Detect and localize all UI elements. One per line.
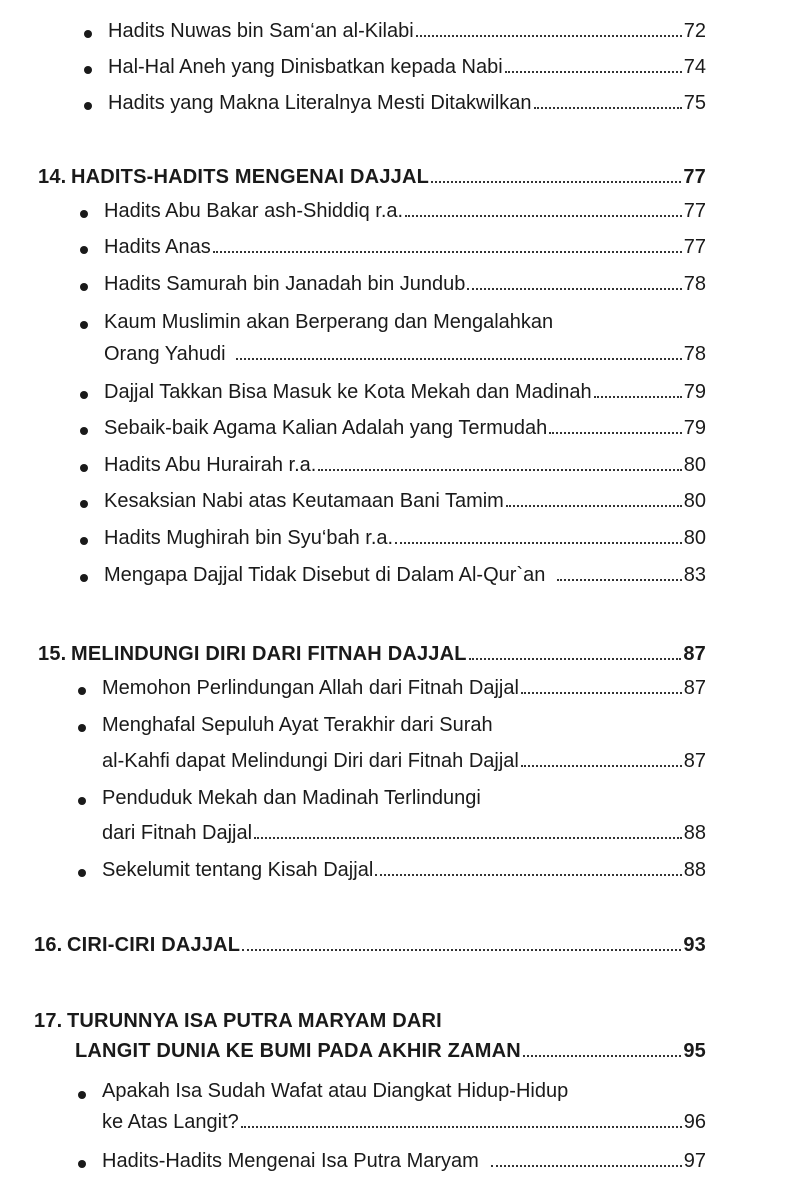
dot-leader [505,71,682,73]
toc-item-title: Hadits Nuwas bin Sam‘an al-Kilabi [108,20,414,42]
toc-item [108,56,706,79]
chapter-page: 77 [683,166,706,188]
toc-item-title-line1: Penduduk Mekah dan Madinah Terlindungi [102,787,481,809]
toc-item-page: 78 [683,273,706,295]
toc-item-page: 75 [683,92,706,114]
bullet-icon [84,30,92,38]
toc-item-title: Hadits-Hadits Mengenai Isa Putra Maryam [102,1150,479,1172]
toc-item [104,527,706,550]
toc-item-page: 77 [683,236,706,258]
dot-leader [467,288,681,290]
toc-item-title: Hadits Abu Hurairah r.a. [104,454,317,476]
toc-item [108,92,706,115]
toc-item-page: 78 [683,343,706,365]
toc-item-title: Sebaik-baik Agama Kalian Adalah yang Termudah [104,417,548,439]
chapter-title: HADITS-HADITS MENGENAI DAJJAL [71,166,430,188]
toc-item-title: Hal-Hal Aneh yang Dinisbatkan kepada Nabi [108,56,503,78]
toc-item-title-line1: Apakah Isa Sudah Wafat atau Diangkat Hidup-Hidup [102,1080,569,1102]
chapter-number: 15. [38,643,67,665]
toc-item-page: 88 [683,822,706,844]
chapter-heading [34,934,706,957]
dot-leader [549,432,681,434]
toc-item-title-line2: al-Kahfi dapat Melindungi Diri dari Fitnah Dajjal [102,750,519,772]
toc-item-page: 77 [683,200,706,222]
bullet-icon [80,391,88,399]
toc-item [104,200,706,223]
toc-item-title: Mengapa Dajjal Tidak Disebut di Dalam Al-Qur`an [104,564,546,586]
dot-leader [469,658,682,660]
toc-item [102,677,706,700]
chapter-title: MELINDUNGI DIRI DARI FITNAH DAJJAL [71,643,467,665]
toc-item-title: Hadits Abu Bakar ash-Shiddiq r.a. [104,200,404,222]
chapter-page: 87 [683,643,706,665]
toc-item-title-line1: Menghafal Sepuluh Ayat Terakhir dari Surah [102,714,493,736]
toc-item-title: Hadits Anas [104,236,211,258]
chapter-number: 16. [34,934,63,956]
toc-item-page: 79 [683,381,706,403]
chapter-title-line1: TURUNNYA ISA PUTRA MARYAM DARI [67,1010,442,1032]
dot-leader [213,251,682,253]
chapter-heading-line1 [34,1010,442,1033]
dot-leader [431,181,681,183]
bullet-icon [78,1160,86,1168]
bullet-icon [78,1091,86,1099]
chapter-heading [38,166,706,189]
dot-leader [534,107,682,109]
toc-item-title: Kesaksian Nabi atas Keutamaan Bani Tamim [104,490,504,512]
toc-item-title: Hadits Mughirah bin Syu‘bah r.a. [104,527,394,549]
toc-item-title-line2: Orang Yahudi [104,343,226,365]
bullet-icon [84,102,92,110]
toc-item [104,236,706,259]
toc-item [104,343,706,366]
toc-item-title-line2: dari Fitnah Dajjal [102,822,253,844]
chapter-heading [75,1040,706,1063]
chapter-page: 93 [683,934,706,956]
chapter-heading [38,643,706,666]
chapter-number: 17. [34,1010,63,1032]
chapter-page: 95 [683,1040,706,1062]
dot-leader [521,692,682,694]
chapter-number: 14. [38,166,67,188]
toc-item-page: 72 [683,20,706,42]
bullet-icon [78,724,86,732]
toc-item-page: 80 [683,527,706,549]
toc-item [108,20,706,43]
dot-leader [236,358,682,360]
toc-item-title-line2: ke Atas Langit? [102,1111,239,1133]
toc-item-page: 80 [683,454,706,476]
dot-leader [254,837,682,839]
toc-item-page: 74 [683,56,706,78]
bullet-icon [80,500,88,508]
toc-item-page: 97 [683,1150,706,1172]
dot-leader [241,1126,682,1128]
bullet-icon [78,869,86,877]
toc-item-page: 83 [683,564,706,586]
toc-item-title: Sekelumit tentang Kisah Dajjal [102,859,374,881]
toc-item [102,859,706,882]
toc-item [104,273,706,296]
toc-item-page: 79 [683,417,706,439]
dot-leader [521,765,682,767]
chapter-title: CIRI-CIRI DAJJAL [67,934,241,956]
dot-leader [395,542,682,544]
toc-item [104,454,706,477]
bullet-icon [80,210,88,218]
toc-item-page: 80 [683,490,706,512]
dot-leader [523,1055,681,1057]
toc-item-title: Dajjal Takkan Bisa Masuk ke Kota Mekah dan Madinah [104,381,592,403]
toc-item-page: 87 [683,677,706,699]
bullet-icon [84,66,92,74]
toc-item [104,417,706,440]
dot-leader [242,949,681,951]
dot-leader [491,1165,682,1167]
bullet-icon [80,321,88,329]
toc-item [102,1150,706,1173]
bullet-icon [80,574,88,582]
toc-item [102,1111,706,1134]
bullet-icon [78,797,86,805]
toc-item-title-line1: Kaum Muslimin akan Berperang dan Mengalahkan [104,311,554,333]
dot-leader [594,396,682,398]
toc-item-page: 96 [683,1111,706,1133]
dot-leader [375,874,681,876]
toc-item-title: Hadits Samurah bin Janadah bin Jundub [104,273,466,295]
toc-item [104,564,706,587]
bullet-icon [78,687,86,695]
bullet-icon [80,464,88,472]
toc-item-title: Memohon Perlindungan Allah dari Fitnah Dajjal [102,677,519,699]
bullet-icon [80,537,88,545]
toc-item-page: 88 [683,859,706,881]
bullet-icon [80,427,88,435]
toc-item [102,822,706,845]
toc-item [104,490,706,513]
toc-item [104,381,706,404]
toc-item-page: 87 [683,750,706,772]
dot-leader [506,505,682,507]
bullet-icon [80,246,88,254]
chapter-title-line2: LANGIT DUNIA KE BUMI PADA AKHIR ZAMAN [75,1040,521,1062]
toc-item [102,750,706,773]
dot-leader [416,35,682,37]
dot-leader [557,579,681,581]
toc-item-title: Hadits yang Makna Literalnya Mesti Ditakwilkan [108,92,532,114]
dot-leader [318,469,681,471]
dot-leader [405,215,682,217]
bullet-icon [80,283,88,291]
